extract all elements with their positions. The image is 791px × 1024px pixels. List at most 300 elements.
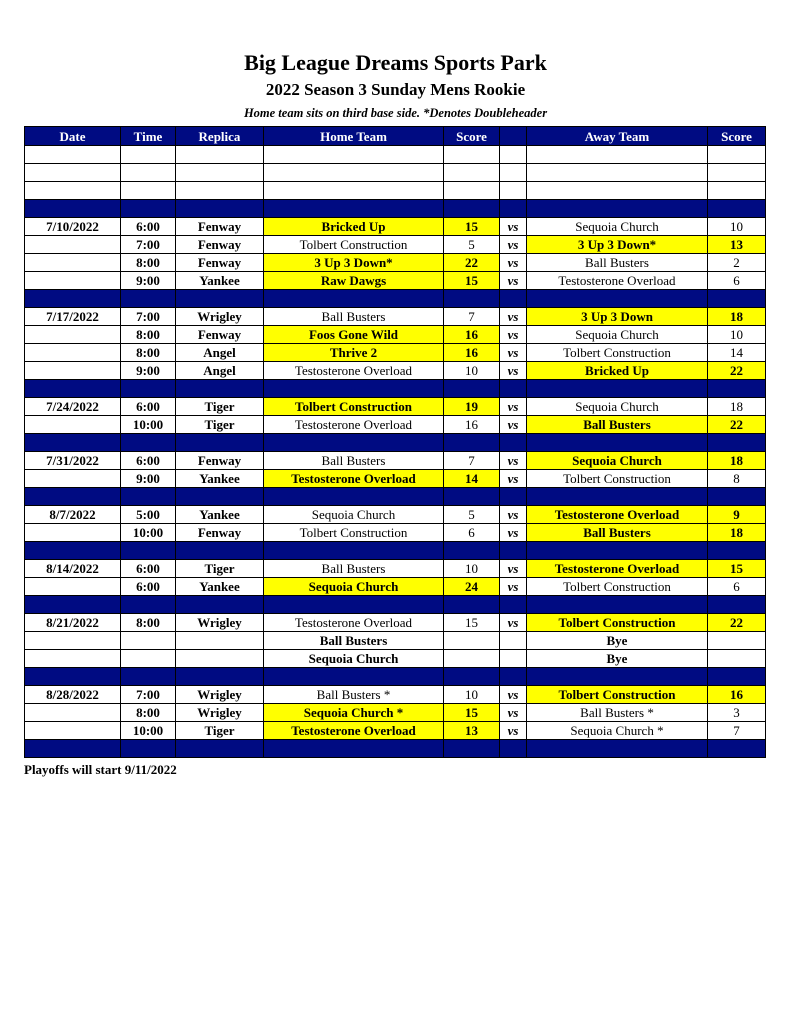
home-score-cell: 5 bbox=[444, 236, 500, 254]
separator-cell bbox=[176, 200, 264, 218]
away-team-cell: Bricked Up bbox=[527, 362, 708, 380]
separator-cell bbox=[176, 488, 264, 506]
away-team-cell: 3 Up 3 Down bbox=[527, 308, 708, 326]
away-score-cell: 18 bbox=[708, 524, 766, 542]
away-team-cell: Bye bbox=[527, 650, 708, 668]
date-cell: 8/7/2022 bbox=[25, 506, 121, 524]
home-team-cell: 3 Up 3 Down* bbox=[264, 254, 444, 272]
table-row bbox=[25, 614, 766, 632]
time-cell: 6:00 bbox=[121, 452, 176, 470]
time-cell: 10:00 bbox=[121, 524, 176, 542]
separator-cell bbox=[264, 668, 444, 686]
time-cell: 6:00 bbox=[121, 560, 176, 578]
separator-cell bbox=[121, 668, 176, 686]
away-score-cell bbox=[708, 650, 766, 668]
separator-cell bbox=[708, 596, 766, 614]
separator-cell bbox=[527, 488, 708, 506]
separator-cell bbox=[121, 290, 176, 308]
time-cell: 8:00 bbox=[121, 326, 176, 344]
table-row bbox=[25, 254, 766, 272]
table-row bbox=[25, 560, 766, 578]
home-score-cell: 10 bbox=[444, 686, 500, 704]
vs-cell: vs bbox=[500, 308, 527, 326]
replica-cell: Fenway bbox=[176, 524, 264, 542]
replica-cell: Yankee bbox=[176, 578, 264, 596]
separator-cell bbox=[444, 740, 500, 758]
replica-cell: Wrigley bbox=[176, 704, 264, 722]
separator-row bbox=[25, 380, 766, 398]
time-cell: 10:00 bbox=[121, 416, 176, 434]
separator-cell bbox=[25, 434, 121, 452]
separator-cell bbox=[444, 434, 500, 452]
home-team-cell: Sequoia Church bbox=[264, 650, 444, 668]
away-team-cell: Ball Busters bbox=[527, 254, 708, 272]
time-cell: 7:00 bbox=[121, 236, 176, 254]
replica-cell: Tiger bbox=[176, 560, 264, 578]
vs-cell: vs bbox=[500, 452, 527, 470]
home-score-cell: 13 bbox=[444, 722, 500, 740]
home-score-cell: 10 bbox=[444, 560, 500, 578]
home-score-cell: 16 bbox=[444, 344, 500, 362]
away-score-cell: 22 bbox=[708, 362, 766, 380]
vs-cell: vs bbox=[500, 506, 527, 524]
separator-cell bbox=[500, 290, 527, 308]
home-score-cell: 16 bbox=[444, 416, 500, 434]
home-score-cell bbox=[444, 182, 500, 200]
replica-cell: Fenway bbox=[176, 452, 264, 470]
separator-cell bbox=[176, 740, 264, 758]
home-team-cell: Testosterone Overload bbox=[264, 362, 444, 380]
replica-cell: Tiger bbox=[176, 398, 264, 416]
away-score-cell: 18 bbox=[708, 398, 766, 416]
separator-cell bbox=[121, 380, 176, 398]
table-row bbox=[25, 524, 766, 542]
home-team-cell: Ball Busters bbox=[264, 632, 444, 650]
separator-cell bbox=[444, 200, 500, 218]
home-team-cell: Testosterone Overload bbox=[264, 416, 444, 434]
vs-cell: vs bbox=[500, 272, 527, 290]
separator-cell bbox=[121, 434, 176, 452]
home-team-cell: Ball Busters bbox=[264, 308, 444, 326]
separator-row bbox=[25, 200, 766, 218]
date-cell: 7/10/2022 bbox=[25, 218, 121, 236]
away-score-cell: 7 bbox=[708, 722, 766, 740]
col-away-score: Score bbox=[708, 127, 766, 146]
away-team-cell: Ball Busters * bbox=[527, 704, 708, 722]
away-team-cell: Tolbert Construction bbox=[527, 470, 708, 488]
date-cell bbox=[25, 362, 121, 380]
time-cell: 9:00 bbox=[121, 272, 176, 290]
replica-cell: Yankee bbox=[176, 470, 264, 488]
separator-cell bbox=[500, 668, 527, 686]
home-score-cell: 15 bbox=[444, 218, 500, 236]
home-team-cell: Thrive 2 bbox=[264, 344, 444, 362]
separator-cell bbox=[708, 668, 766, 686]
date-cell bbox=[25, 272, 121, 290]
separator-row bbox=[25, 740, 766, 758]
date-cell bbox=[25, 344, 121, 362]
home-team-cell: Foos Gone Wild bbox=[264, 326, 444, 344]
separator-cell bbox=[264, 488, 444, 506]
date-cell bbox=[25, 182, 121, 200]
vs-cell bbox=[500, 182, 527, 200]
date-cell bbox=[25, 236, 121, 254]
separator-cell bbox=[176, 380, 264, 398]
table-row bbox=[25, 308, 766, 326]
col-time: Time bbox=[121, 127, 176, 146]
separator-cell bbox=[121, 596, 176, 614]
date-cell bbox=[25, 146, 121, 164]
home-team-cell: Ball Busters * bbox=[264, 686, 444, 704]
separator-cell bbox=[444, 290, 500, 308]
away-team-cell: Sequoia Church bbox=[527, 326, 708, 344]
away-score-cell: 14 bbox=[708, 344, 766, 362]
separator-cell bbox=[500, 596, 527, 614]
time-cell bbox=[121, 650, 176, 668]
table-row bbox=[25, 506, 766, 524]
time-cell bbox=[121, 182, 176, 200]
home-score-cell: 10 bbox=[444, 362, 500, 380]
away-score-cell: 22 bbox=[708, 416, 766, 434]
separator-cell bbox=[264, 290, 444, 308]
table-row bbox=[25, 164, 766, 182]
away-team-cell: Sequoia Church * bbox=[527, 722, 708, 740]
away-team-cell: Ball Busters bbox=[527, 416, 708, 434]
header-row bbox=[25, 127, 766, 146]
table-row bbox=[25, 632, 766, 650]
page-subtitle: 2022 Season 3 Sunday Mens Rookie bbox=[265, 80, 526, 99]
separator-row bbox=[25, 596, 766, 614]
table-row bbox=[25, 470, 766, 488]
date-cell: 8/28/2022 bbox=[25, 686, 121, 704]
vs-cell: vs bbox=[500, 326, 527, 344]
away-score-cell bbox=[708, 164, 766, 182]
date-cell bbox=[25, 632, 121, 650]
separator-cell bbox=[444, 668, 500, 686]
separator-cell bbox=[500, 200, 527, 218]
away-score-cell: 22 bbox=[708, 614, 766, 632]
table-row bbox=[25, 326, 766, 344]
vs-cell: vs bbox=[500, 416, 527, 434]
table-row bbox=[25, 182, 766, 200]
separator-cell bbox=[708, 380, 766, 398]
date-cell bbox=[25, 254, 121, 272]
home-score-cell bbox=[444, 650, 500, 668]
separator-cell bbox=[176, 542, 264, 560]
home-score-cell bbox=[444, 632, 500, 650]
vs-cell bbox=[500, 146, 527, 164]
replica-cell: Wrigley bbox=[176, 308, 264, 326]
table-row bbox=[25, 452, 766, 470]
col-date: Date bbox=[25, 127, 121, 146]
separator-cell bbox=[500, 380, 527, 398]
away-score-cell: 6 bbox=[708, 272, 766, 290]
vs-cell: vs bbox=[500, 614, 527, 632]
replica-cell: Fenway bbox=[176, 326, 264, 344]
separator-cell bbox=[25, 740, 121, 758]
time-cell bbox=[121, 164, 176, 182]
time-cell: 10:00 bbox=[121, 722, 176, 740]
home-score-cell bbox=[444, 146, 500, 164]
playoffs-note: Playoffs will start 9/11/2022 bbox=[24, 762, 177, 777]
replica-cell: Wrigley bbox=[176, 686, 264, 704]
home-team-cell: Testosterone Overload bbox=[264, 722, 444, 740]
vs-cell: vs bbox=[500, 218, 527, 236]
home-score-cell: 15 bbox=[444, 272, 500, 290]
separator-cell bbox=[176, 596, 264, 614]
col-vs bbox=[500, 127, 527, 146]
away-team-cell: Tolbert Construction bbox=[527, 614, 708, 632]
replica-cell: Yankee bbox=[176, 506, 264, 524]
separator-cell bbox=[121, 542, 176, 560]
away-score-cell: 15 bbox=[708, 560, 766, 578]
home-score-cell: 5 bbox=[444, 506, 500, 524]
home-score-cell: 19 bbox=[444, 398, 500, 416]
home-team-cell bbox=[264, 182, 444, 200]
time-cell bbox=[121, 146, 176, 164]
away-team-cell: Testosterone Overload bbox=[527, 272, 708, 290]
separator-cell bbox=[708, 488, 766, 506]
away-score-cell: 6 bbox=[708, 578, 766, 596]
table-row bbox=[25, 146, 766, 164]
date-cell bbox=[25, 326, 121, 344]
separator-row bbox=[25, 488, 766, 506]
schedule-note: Home team sits on third base side. *Denotes Doubleheader bbox=[243, 106, 548, 120]
separator-row bbox=[25, 290, 766, 308]
away-score-cell: 8 bbox=[708, 470, 766, 488]
away-score-cell: 18 bbox=[708, 452, 766, 470]
time-cell: 7:00 bbox=[121, 686, 176, 704]
replica-cell bbox=[176, 164, 264, 182]
vs-cell bbox=[500, 164, 527, 182]
separator-cell bbox=[444, 380, 500, 398]
vs-cell: vs bbox=[500, 524, 527, 542]
separator-cell bbox=[500, 488, 527, 506]
away-team-cell: Sequoia Church bbox=[527, 218, 708, 236]
date-cell bbox=[25, 470, 121, 488]
vs-cell bbox=[500, 650, 527, 668]
separator-cell bbox=[444, 596, 500, 614]
away-team-cell: Tolbert Construction bbox=[527, 344, 708, 362]
home-score-cell: 6 bbox=[444, 524, 500, 542]
away-team-cell bbox=[527, 164, 708, 182]
separator-cell bbox=[121, 200, 176, 218]
date-cell: 7/17/2022 bbox=[25, 308, 121, 326]
separator-cell bbox=[25, 542, 121, 560]
home-score-cell: 7 bbox=[444, 452, 500, 470]
table-row bbox=[25, 344, 766, 362]
separator-cell bbox=[708, 740, 766, 758]
home-team-cell: Sequoia Church bbox=[264, 578, 444, 596]
separator-cell bbox=[25, 596, 121, 614]
page-title: Big League Dreams Sports Park bbox=[244, 50, 547, 75]
home-team-cell: Testosterone Overload bbox=[264, 614, 444, 632]
home-score-cell: 7 bbox=[444, 308, 500, 326]
col-replica: Replica bbox=[176, 127, 264, 146]
away-score-cell: 2 bbox=[708, 254, 766, 272]
vs-cell: vs bbox=[500, 398, 527, 416]
separator-cell bbox=[264, 740, 444, 758]
away-team-cell: 3 Up 3 Down* bbox=[527, 236, 708, 254]
separator-cell bbox=[500, 740, 527, 758]
away-team-cell: Ball Busters bbox=[527, 524, 708, 542]
separator-cell bbox=[527, 596, 708, 614]
separator-row bbox=[25, 542, 766, 560]
separator-cell bbox=[121, 740, 176, 758]
table-row bbox=[25, 236, 766, 254]
vs-cell: vs bbox=[500, 254, 527, 272]
home-score-cell: 15 bbox=[444, 614, 500, 632]
separator-cell bbox=[527, 668, 708, 686]
away-score-cell bbox=[708, 146, 766, 164]
table-row bbox=[25, 218, 766, 236]
separator-cell bbox=[25, 290, 121, 308]
home-team-cell: Tolbert Construction bbox=[264, 524, 444, 542]
replica-cell: Yankee bbox=[176, 272, 264, 290]
away-score-cell: 3 bbox=[708, 704, 766, 722]
away-team-cell bbox=[527, 146, 708, 164]
separator-cell bbox=[708, 434, 766, 452]
table-row bbox=[25, 722, 766, 740]
home-score-cell: 24 bbox=[444, 578, 500, 596]
home-score-cell: 16 bbox=[444, 326, 500, 344]
replica-cell: Angel bbox=[176, 362, 264, 380]
away-score-cell: 9 bbox=[708, 506, 766, 524]
away-score-cell: 10 bbox=[708, 218, 766, 236]
vs-cell: vs bbox=[500, 344, 527, 362]
time-cell: 8:00 bbox=[121, 344, 176, 362]
date-cell: 7/24/2022 bbox=[25, 398, 121, 416]
away-team-cell: Tolbert Construction bbox=[527, 686, 708, 704]
separator-cell bbox=[500, 542, 527, 560]
separator-cell bbox=[264, 380, 444, 398]
separator-row bbox=[25, 668, 766, 686]
separator-cell bbox=[527, 542, 708, 560]
date-cell bbox=[25, 650, 121, 668]
time-cell: 7:00 bbox=[121, 308, 176, 326]
replica-cell: Fenway bbox=[176, 236, 264, 254]
vs-cell: vs bbox=[500, 686, 527, 704]
away-team-cell: Testosterone Overload bbox=[527, 560, 708, 578]
home-team-cell bbox=[264, 164, 444, 182]
away-team-cell bbox=[527, 182, 708, 200]
table-row bbox=[25, 650, 766, 668]
separator-cell bbox=[527, 380, 708, 398]
time-cell: 9:00 bbox=[121, 362, 176, 380]
away-score-cell bbox=[708, 182, 766, 200]
replica-cell bbox=[176, 182, 264, 200]
time-cell: 6:00 bbox=[121, 218, 176, 236]
table-row bbox=[25, 704, 766, 722]
home-team-cell: Bricked Up bbox=[264, 218, 444, 236]
home-team-cell: Ball Busters bbox=[264, 452, 444, 470]
replica-cell: Fenway bbox=[176, 254, 264, 272]
vs-cell: vs bbox=[500, 560, 527, 578]
away-score-cell: 18 bbox=[708, 308, 766, 326]
col-home-team: Home Team bbox=[264, 127, 444, 146]
col-home-score: Score bbox=[444, 127, 500, 146]
separator-cell bbox=[527, 290, 708, 308]
separator-cell bbox=[176, 290, 264, 308]
away-team-cell: Sequoia Church bbox=[527, 452, 708, 470]
date-cell bbox=[25, 722, 121, 740]
date-cell bbox=[25, 164, 121, 182]
time-cell: 6:00 bbox=[121, 578, 176, 596]
away-score-cell bbox=[708, 632, 766, 650]
separator-cell bbox=[527, 740, 708, 758]
replica-cell: Tiger bbox=[176, 722, 264, 740]
separator-cell bbox=[25, 200, 121, 218]
date-cell bbox=[25, 704, 121, 722]
separator-cell bbox=[444, 488, 500, 506]
away-team-cell: Tolbert Construction bbox=[527, 578, 708, 596]
date-cell bbox=[25, 416, 121, 434]
separator-cell bbox=[25, 488, 121, 506]
home-score-cell: 14 bbox=[444, 470, 500, 488]
vs-cell: vs bbox=[500, 362, 527, 380]
vs-cell: vs bbox=[500, 578, 527, 596]
home-score-cell: 22 bbox=[444, 254, 500, 272]
away-score-cell: 16 bbox=[708, 686, 766, 704]
home-score-cell bbox=[444, 164, 500, 182]
table-row bbox=[25, 398, 766, 416]
table-row bbox=[25, 362, 766, 380]
time-cell: 8:00 bbox=[121, 614, 176, 632]
away-score-cell: 10 bbox=[708, 326, 766, 344]
away-team-cell: Testosterone Overload bbox=[527, 506, 708, 524]
replica-cell: Fenway bbox=[176, 218, 264, 236]
separator-cell bbox=[708, 290, 766, 308]
separator-cell bbox=[176, 434, 264, 452]
separator-cell bbox=[264, 434, 444, 452]
schedule-table bbox=[24, 126, 766, 758]
time-cell bbox=[121, 632, 176, 650]
date-cell: 8/14/2022 bbox=[25, 560, 121, 578]
vs-cell: vs bbox=[500, 722, 527, 740]
away-team-cell: Bye bbox=[527, 632, 708, 650]
table-row bbox=[25, 272, 766, 290]
home-team-cell: Testosterone Overload bbox=[264, 470, 444, 488]
vs-cell: vs bbox=[500, 704, 527, 722]
date-cell bbox=[25, 578, 121, 596]
separator-cell bbox=[176, 668, 264, 686]
separator-cell bbox=[264, 542, 444, 560]
separator-cell bbox=[264, 596, 444, 614]
home-score-cell: 15 bbox=[444, 704, 500, 722]
date-cell: 7/31/2022 bbox=[25, 452, 121, 470]
separator-cell bbox=[500, 434, 527, 452]
separator-cell bbox=[264, 200, 444, 218]
home-team-cell: Sequoia Church * bbox=[264, 704, 444, 722]
table-row bbox=[25, 416, 766, 434]
replica-cell: Tiger bbox=[176, 416, 264, 434]
home-team-cell: Sequoia Church bbox=[264, 506, 444, 524]
separator-cell bbox=[444, 542, 500, 560]
time-cell: 8:00 bbox=[121, 254, 176, 272]
time-cell: 6:00 bbox=[121, 398, 176, 416]
date-cell: 8/21/2022 bbox=[25, 614, 121, 632]
separator-cell bbox=[25, 668, 121, 686]
replica-cell bbox=[176, 146, 264, 164]
separator-cell bbox=[527, 434, 708, 452]
replica-cell bbox=[176, 650, 264, 668]
time-cell: 8:00 bbox=[121, 704, 176, 722]
vs-cell: vs bbox=[500, 470, 527, 488]
separator-cell bbox=[708, 200, 766, 218]
separator-cell bbox=[527, 200, 708, 218]
home-team-cell: Tolbert Construction bbox=[264, 236, 444, 254]
home-team-cell: Raw Dawgs bbox=[264, 272, 444, 290]
